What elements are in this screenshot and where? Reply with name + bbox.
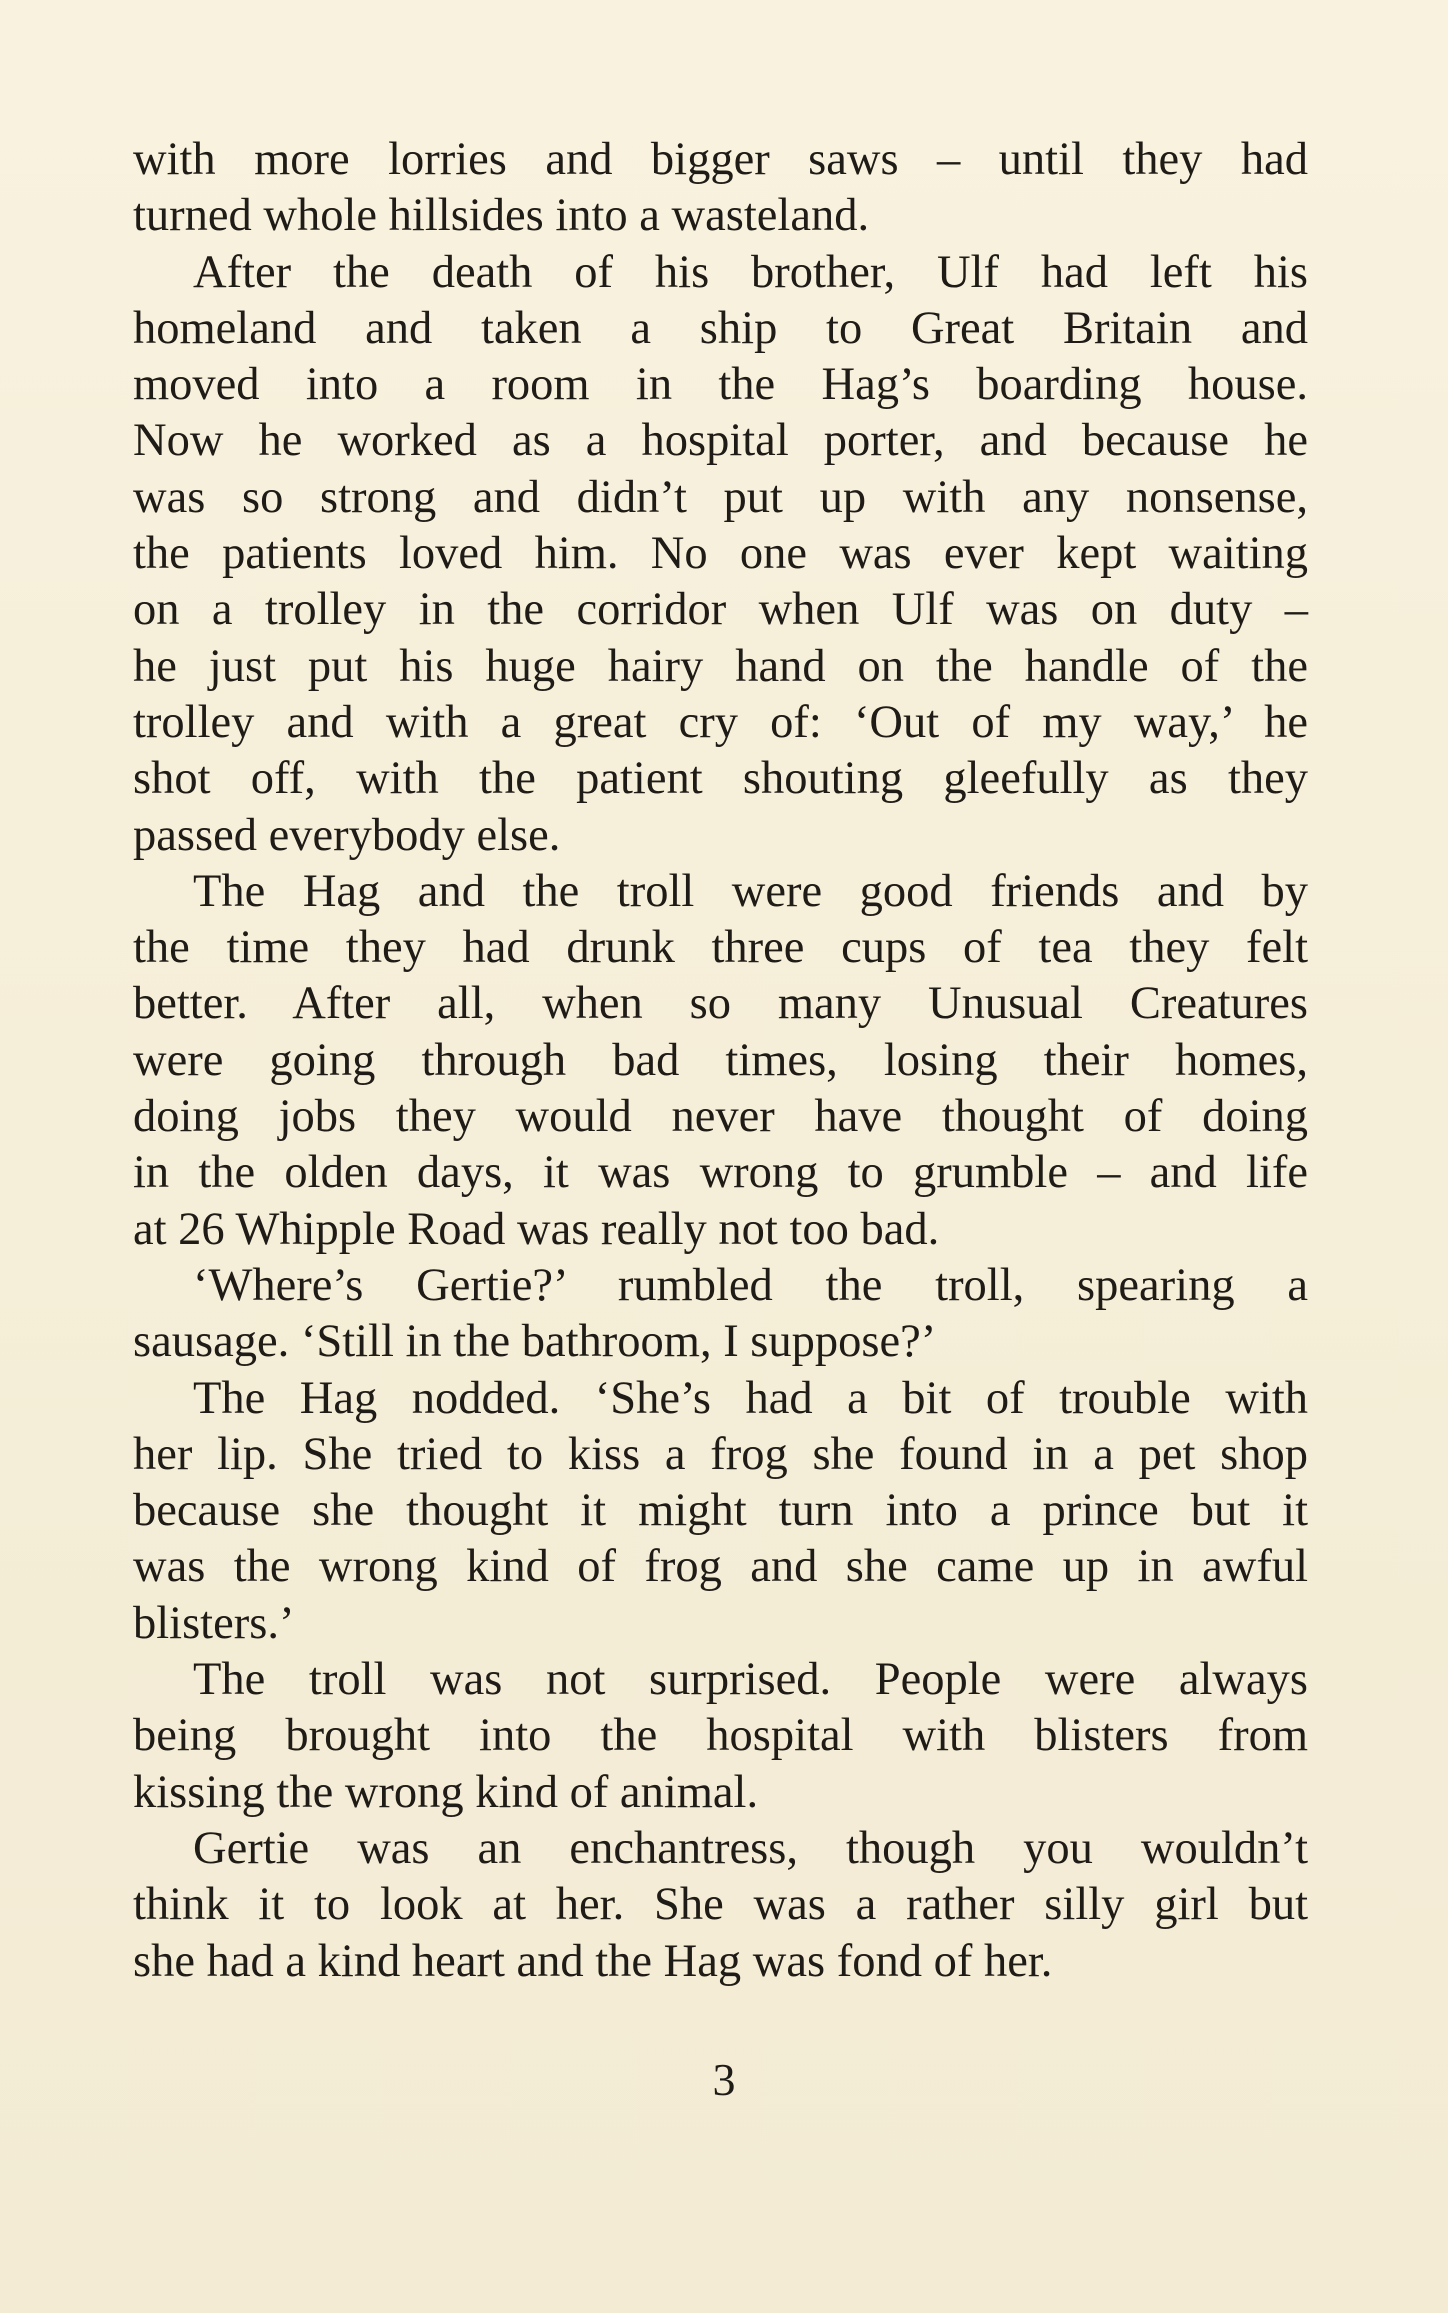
paragraph-start-line: The Hag and the troll were good friends and by (193, 865, 1308, 917)
text-line: on a trolley in the corridor when Ulf was on duty – (133, 584, 1308, 636)
paragraph-start-line: The Hag nodded. ‘She’s had a bit of trouble with (193, 1372, 1308, 1424)
text-line: trolley and with a great cry of: ‘Out of my way,’ he (133, 696, 1308, 748)
text-line: was so strong and didn’t put up with any nonsense, (133, 471, 1308, 523)
text-line: Now he worked as a hospital porter, and because he (133, 415, 1308, 467)
text-line: the time they had drunk three cups of tea they felt (133, 922, 1308, 974)
text-line: doing jobs they would never have thought of doing (133, 1091, 1308, 1143)
text-line: he just put his huge hairy hand on the handle of the (133, 640, 1308, 692)
paragraph-start-line: ‘Where’s Gertie?’ rumbled the troll, spearing a (193, 1259, 1308, 1311)
text-line: in the olden days, it was wrong to grumble – and life (133, 1147, 1308, 1199)
text-line: turned whole hillsides into a wasteland. (133, 190, 870, 242)
text-line: homeland and taken a ship to Great Britain and (133, 302, 1308, 354)
paragraph-start-line: After the death of his brother, Ulf had left his (193, 246, 1308, 298)
text-line: because she thought it might turn into a prince but it (133, 1485, 1308, 1537)
paragraph-start-line: The troll was not surprised. People were always (193, 1654, 1308, 1706)
text-line: at 26 Whipple Road was really not too bad. (133, 1203, 940, 1255)
text-line: her lip. She tried to kiss a frog she found in a pet shop (133, 1428, 1308, 1480)
text-line: she had a kind heart and the Hag was fond of her. (133, 1935, 1053, 1987)
text-line: better. After all, when so many Unusual Creatures (133, 978, 1308, 1030)
text-line: sausage. ‘Still in the bathroom, I suppose?’ (133, 1316, 937, 1368)
text-line: shot off, with the patient shouting gleefully as they (133, 753, 1308, 805)
text-line: being brought into the hospital with blisters from (133, 1710, 1308, 1762)
text-line: passed everybody else. (133, 809, 561, 861)
page-number: 3 (712, 2054, 736, 2105)
paragraph-start-line: Gertie was an enchantress, though you wouldn’t (193, 1822, 1308, 1874)
text-line: was the wrong kind of frog and she came up in awful (133, 1541, 1308, 1593)
body-text (133, 132, 1308, 1990)
text-line: moved into a room in the Hag’s boarding house. (133, 359, 1308, 411)
text-line: were going through bad times, losing their homes, (133, 1034, 1308, 1086)
text-line: with more lorries and bigger saws – until they had (133, 134, 1308, 185)
text-line: think it to look at her. She was a rather silly girl but (133, 1879, 1308, 1931)
text-line: kissing the wrong kind of animal. (133, 1766, 759, 1818)
text-line: the patients loved him. No one was ever kept waiting (133, 528, 1308, 580)
text-line: blisters.’ (133, 1597, 295, 1649)
